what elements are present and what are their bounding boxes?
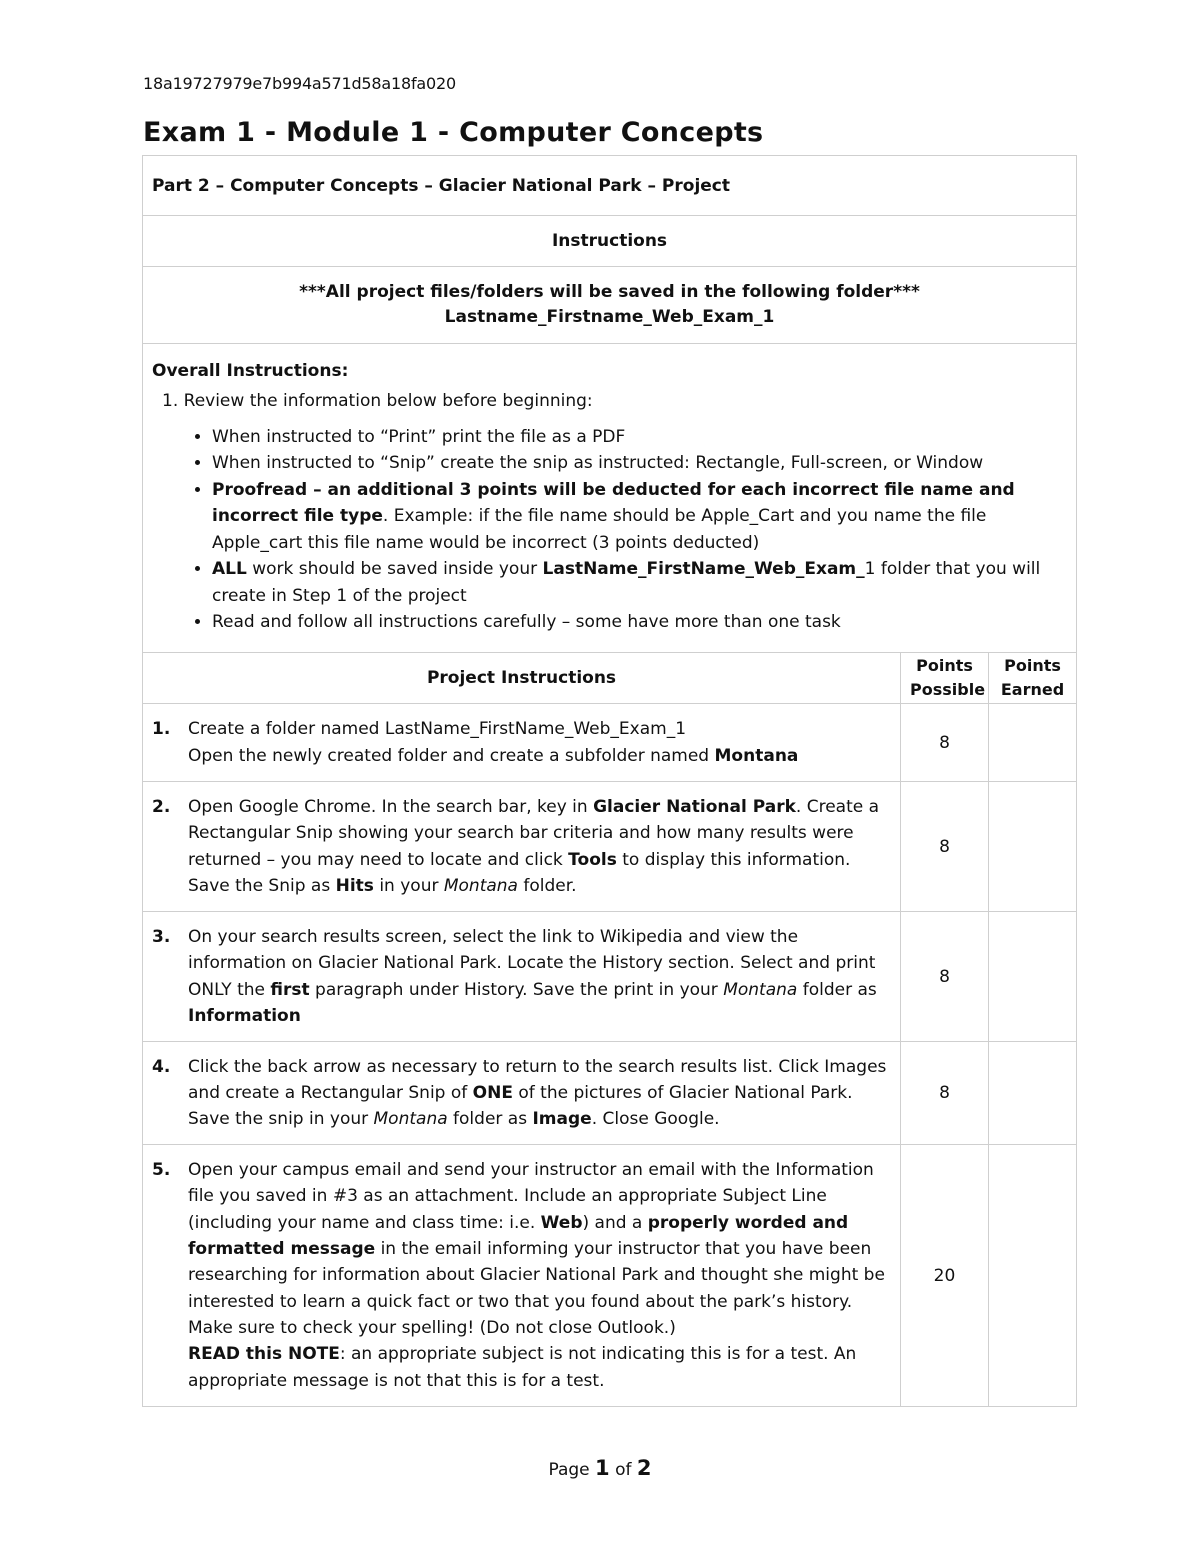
- task-text: Open the newly created folder and create a subfolder named: [188, 745, 715, 766]
- task-row-4: [143, 1042, 1077, 1145]
- task-text: On your search results screen, select the link to Wikipedia and view the information on Glacier National Park. Locate the History section. Select and print ONLY the: [188, 926, 876, 1000]
- points-possible-4: 8: [901, 1042, 989, 1145]
- task-bold-text: ONE: [472, 1082, 513, 1103]
- task-text: folder.: [517, 875, 577, 896]
- task-cell-3: [143, 912, 901, 1042]
- bullet-print: • When instructed to “Print” print the file as a PDF: [212, 424, 1067, 451]
- task-row-1: [143, 704, 1077, 782]
- page-footer: [0, 1456, 1200, 1480]
- points-earned-1[interactable]: [989, 704, 1077, 782]
- points-possible-5: 20: [901, 1145, 989, 1407]
- task-italic-text: Montana: [723, 979, 798, 1000]
- task-bold-text: Montana: [714, 745, 799, 766]
- points-earned-5[interactable]: [989, 1145, 1077, 1407]
- part-row: [143, 156, 1077, 216]
- task-text: folder as: [447, 1109, 533, 1130]
- points-possible-header: [901, 653, 989, 704]
- review-line: [162, 391, 1067, 411]
- task-text: Click the back arrow as necessary to return to the search results list. Click Images and create a Rectangular Snip of: [188, 1056, 887, 1103]
- task-text: . Close Google.: [591, 1109, 720, 1130]
- task-text: of the pictures of Glacier National Park. Save the snip in your: [188, 1082, 853, 1130]
- review-text: Review the information below before beginning:: [183, 390, 593, 411]
- bullet-save-rest: 1 folder that you will create in Step 1 of the project: [212, 559, 1041, 606]
- task-text: in the email informing your instructor that you have been researching for information about Glacier National Park and thought she might be interested to learn a quick fact or two that you found about the park’s history. Make sure to check your spelling! (Do not close Outlook.): [188, 1239, 885, 1338]
- overall-cell: [143, 344, 1077, 653]
- task-number: 5.: [152, 1160, 171, 1181]
- points-earned-line1: Points: [1004, 656, 1061, 675]
- task-text: paragraph under History. Save the print in your: [309, 979, 724, 1000]
- task-bold-text: Image: [532, 1109, 592, 1130]
- task-bold-text: Web: [540, 1212, 583, 1233]
- task-text: : an appropriate subject is not indicating this is for a test. An appropriate message is not that this is for a test.: [188, 1344, 857, 1391]
- document-hash: 18a19727979e7b994a571d58a18fa020: [143, 74, 456, 93]
- overall-row: [143, 344, 1077, 653]
- points-earned-header: [989, 653, 1077, 704]
- task-cell-4: [143, 1042, 901, 1145]
- table-header-row: [143, 653, 1077, 704]
- bullet-proofread: [212, 477, 1067, 557]
- task-cell-5: [143, 1145, 901, 1407]
- exam-table: [142, 155, 1077, 1407]
- bullet-snip: • When instructed to “Snip” create the snip as instructed: Rectangle, Full-screen, or Window: [212, 450, 1067, 477]
- folder-name: Lastname_Firstname_Web_Exam_1: [444, 307, 775, 327]
- bullet-proofread-text: . Example: if the file name should be Apple_Cart and you name the file Apple_cart this file name would be incorrect (3 points deducted): [212, 506, 987, 553]
- points-earned-3[interactable]: [989, 912, 1077, 1042]
- overall-title: Overall Instructions:: [152, 360, 349, 381]
- task-bold-text: Hits: [335, 875, 374, 896]
- task-text: in your: [373, 875, 444, 896]
- task-bold-text: first: [270, 979, 310, 1000]
- task-bold-text: Tools: [568, 849, 617, 870]
- task-number: 1.: [152, 719, 171, 740]
- footer-page-total: 2: [636, 1456, 652, 1480]
- bullet-proofread-bold: Proofread – an additional 3 points will be deducted for each incorrect file name and incorrect file type: [212, 479, 1015, 526]
- bullet-save-location: [212, 556, 1067, 609]
- folder-cell: [143, 267, 1077, 344]
- task-text: ) and a: [582, 1212, 648, 1233]
- folder-row: [143, 267, 1077, 344]
- page-title: Exam 1 - Module 1 - Computer Concepts: [143, 117, 764, 148]
- bullet-save-all: ALL: [212, 559, 247, 579]
- instructions-row: [143, 216, 1077, 267]
- task-italic-text: Montana: [443, 875, 518, 896]
- points-possible-1: 8: [901, 704, 989, 782]
- task-text: . Create a Rectangular Snip showing your search bar criteria and how many results were returned – you may need to locate and click: [188, 796, 880, 870]
- review-number: 1.: [162, 390, 179, 411]
- folder-notice: ***All project files/folders will be saved in the following folder***: [299, 282, 920, 302]
- task-row-3: [143, 912, 1077, 1042]
- points-earned-line2: Earned: [1000, 680, 1065, 699]
- task-bold-text: READ this NOTE: [188, 1344, 340, 1365]
- project-instructions-header: Project Instructions: [143, 653, 901, 704]
- task-bold-text: properly worded and formatted message: [188, 1212, 849, 1260]
- points-possible-line2: Possible: [910, 680, 986, 699]
- task-line: Create a folder named LastName_FirstName_Web_Exam_1: [188, 719, 687, 740]
- part-heading: Part 2 – Computer Concepts – Glacier National Park – Project: [143, 156, 1077, 216]
- task-row-5: [143, 1145, 1077, 1407]
- task-text: to display this information. Save the Snip as: [188, 849, 851, 896]
- instructions-heading: Instructions: [143, 216, 1077, 267]
- points-earned-2[interactable]: [989, 782, 1077, 912]
- bullet-follow: • Read and follow all instructions carefully – some have more than one task: [212, 609, 1067, 636]
- footer-page-word: Page: [548, 1460, 596, 1480]
- points-earned-4[interactable]: [989, 1042, 1077, 1145]
- task-text: folder as: [797, 979, 877, 1000]
- points-possible-3: 8: [901, 912, 989, 1042]
- task-bold-text: Glacier National Park: [593, 796, 796, 817]
- task-row-2: [143, 782, 1077, 912]
- task-line: [188, 743, 891, 769]
- overall-bullet-list: [152, 424, 1067, 636]
- task-bold-text: Information: [188, 1005, 301, 1026]
- footer-page-number: 1: [595, 1456, 610, 1480]
- task-cell-1: [143, 704, 901, 782]
- task-text: Open your campus email and send your instructor an email with the Information file you saved in #3 as an attachment. Include an appropriate Subject Line (including your name and class time: i.e.: [188, 1160, 874, 1233]
- task-number: 3.: [152, 926, 171, 947]
- points-possible-line1: Points: [916, 656, 973, 675]
- task-number: 2.: [152, 796, 171, 817]
- task-italic-text: Montana: [373, 1109, 448, 1130]
- task-number: 4.: [152, 1056, 171, 1077]
- bullet-save-folder: LastName_FirstName_Web_Exam_: [542, 559, 865, 579]
- task-text: Open Google Chrome. In the search bar, key in: [188, 796, 594, 817]
- task-cell-2: [143, 782, 901, 912]
- points-possible-2: 8: [901, 782, 989, 912]
- bullet-save-text: work should be saved inside your: [246, 559, 543, 579]
- footer-of-word: of: [609, 1460, 637, 1480]
